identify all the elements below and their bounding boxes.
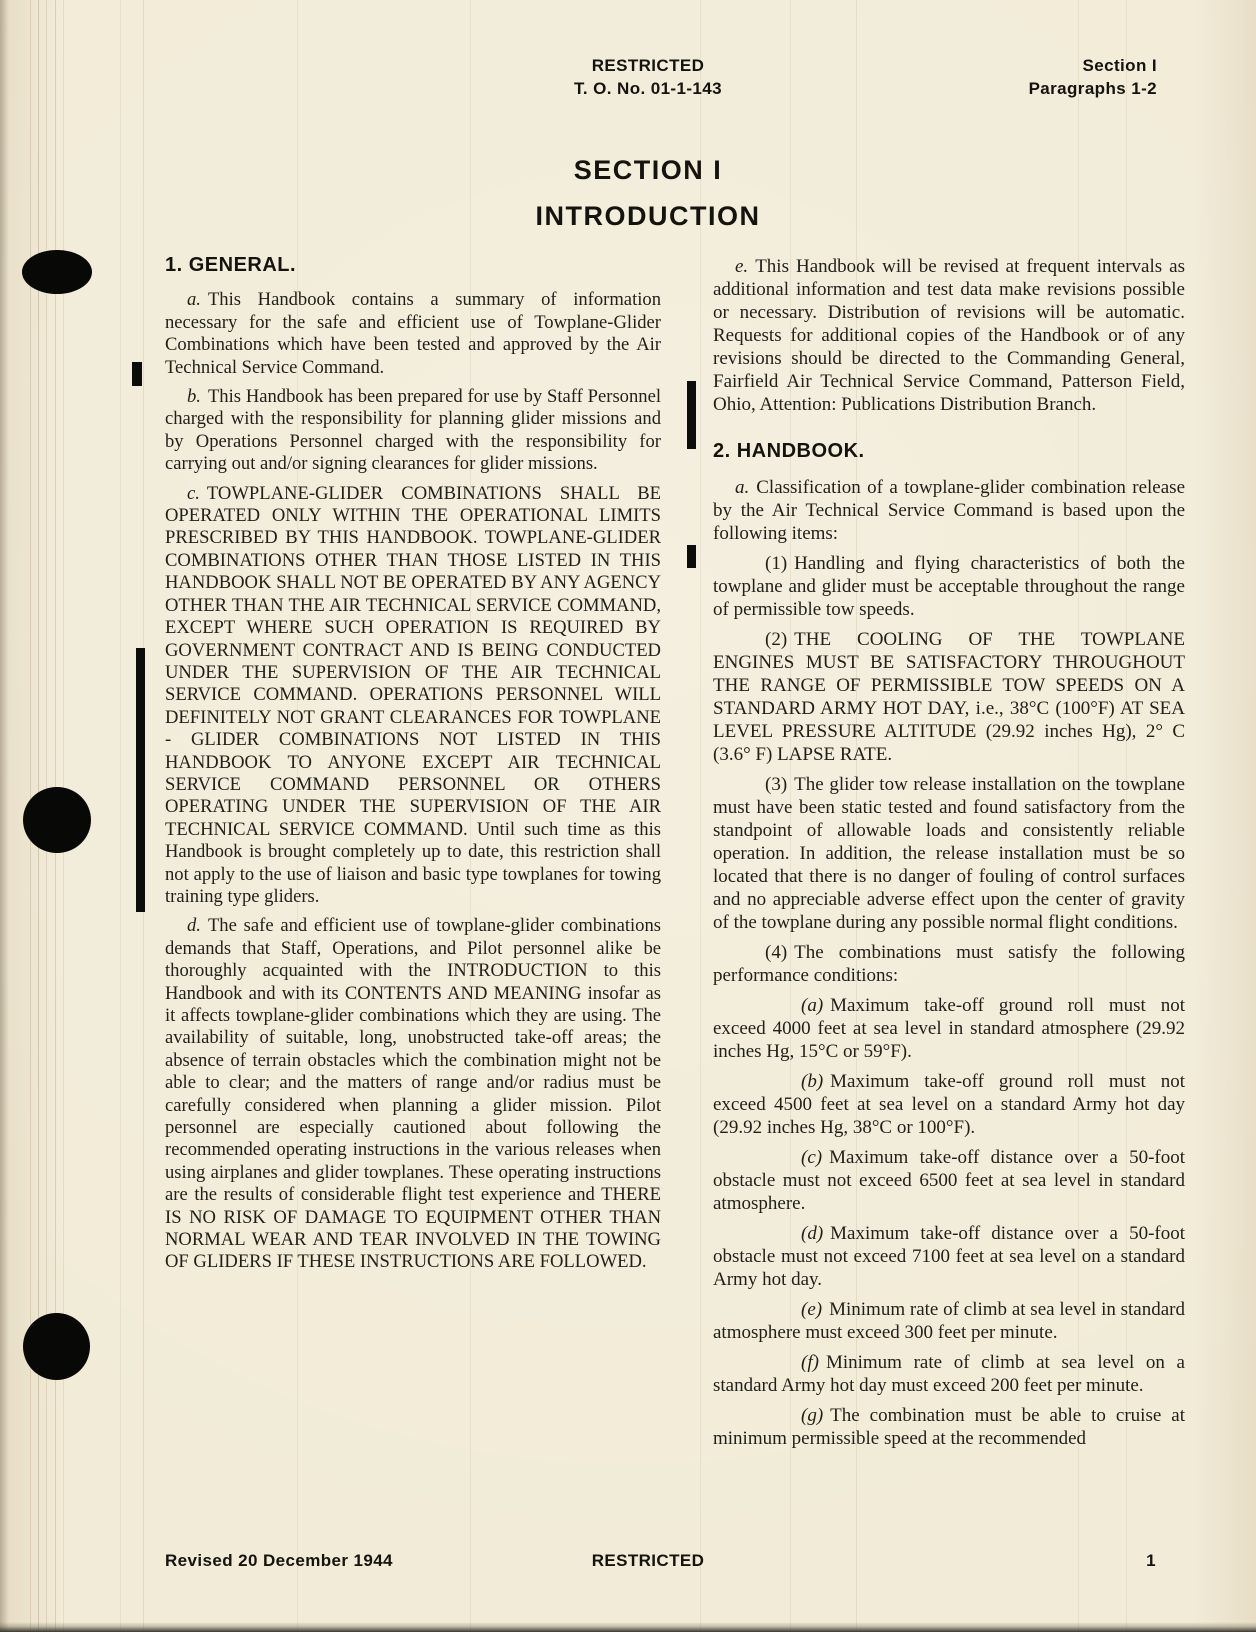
paragraph: e. This Handbook will be revised at frequent intervals as additional information and test data make revisions possible or necessary. Distribution of revisions will be automatic. Requests for additional copies of the Handbook or of any revisions should be directed to the Commanding General, Fairfield Air Technical Service Command, Patterson Field, Ohio, Attention: Publications Distribution Branch. (713, 256, 1185, 415)
section-subtitle: INTRODUCTION (535, 201, 761, 231)
paper-fiber-line (700, 0, 701, 1632)
revision-change-bar (132, 362, 142, 386)
paragraph-label: (d) (801, 1223, 824, 1244)
header-to-number: T. O. No. 01-1-143 (574, 79, 722, 98)
paragraph: (b) Maximum take-off ground roll must not exceed 4500 feet at sea level on a standard Army hot day (29.92 inches Hg, 38°C or 100°F). (713, 1071, 1185, 1138)
paragraph-label: a. (187, 289, 201, 311)
paragraph: b. This Handbook has been prepared for use by Staff Personnel charged with the responsibility for planning glider missions and by Operations Personnel charged with the responsibility for carrying out and/or signing clearances for glider missions. (165, 386, 661, 475)
paragraph: (1) Handling and flying characteristics of both the towplane and glider must be acceptable throughout the range of permissible tow speeds. (713, 553, 1185, 620)
header-section-ref: Section I (1082, 56, 1157, 75)
paragraph-label: (b) (801, 1071, 824, 1092)
paragraph: (f) Minimum rate of climb at sea level on a standard Army hot day must exceed 200 feet per minute. (713, 1352, 1185, 1396)
paragraph-heading: 1. GENERAL. (165, 254, 297, 276)
paragraph: (4) The combinations must satisfy the following performance conditions: (713, 942, 1185, 986)
paragraph: a. This Handbook contains a summary of information necessary for the safe and efficient use of Towplane-Glider Combinations which have been tested and approved by the Air Technical Service Command. (165, 289, 661, 378)
paragraph-heading: 2. HANDBOOK. (713, 440, 865, 462)
page-edge-shadow (0, 0, 9, 1632)
punch-hole (23, 1313, 90, 1380)
footer-page-number: 1 (1146, 1551, 1156, 1570)
section-title: SECTION I (573, 155, 723, 185)
page-bottom-edge-shadow (0, 1622, 1256, 1632)
header-paragraphs-ref: Paragraphs 1-2 (1028, 79, 1157, 98)
footer-restricted: RESTRICTED (591, 1551, 705, 1570)
paper-fiber-line (120, 0, 121, 1632)
paragraph: (a) Maximum take-off ground roll must not exceed 4000 feet at sea level in standard atmosphere (29.92 inches Hg, 15°C or 59°F). (713, 995, 1185, 1062)
punch-hole (22, 250, 92, 294)
column-left (165, 252, 661, 1544)
paragraph: (2) THE COOLING OF THE TOWPLANE ENGINES MUST BE SATISFACTORY THROUGHOUT THE RANGE OF PERMISSIBLE TOW SPEEDS ON A STANDARD ARMY HOT DAY, i.e., 38°C (100°F) AT SEA LEVEL PRESSURE ALTITUDE (29.92 inches Hg), 2° C (3.6° F) LAPSE RATE. (713, 629, 1185, 765)
section-title-block (38, 155, 1256, 232)
punch-hole (23, 787, 91, 853)
paragraph: (3) The glider tow release installation on the towplane must have been static tested and found satisfactory from the standpoint of allowable loads and consistently reliable operation. In addition, the release installation must be so located that there is no danger of fouling of control surfaces and no appreciable adverse effect upon the center of gravity of the towplane during any possible normal flight conditions. (713, 774, 1185, 933)
column-right (713, 255, 1185, 1547)
paragraph-label: (c) (801, 1147, 823, 1168)
paragraph-label: (4) (765, 942, 788, 963)
paragraph: d. The safe and efficient use of towplane-glider combinations demands that Staff, Operations, and Pilot personnel alike be thoroughly acquainted with the INTRODUCTION to this Handbook and with its CONTENTS AND MEANING insofar as it affects towplane-glider combinations which they are using. The availability of suitable, long, unobstructed take-off areas; the absence of terrain obstacles which the combination might not be able to clear; and the matters of range and/or radius must be carefully considered when planning a glider mission. Pilot personnel are especially cautioned about following the recommended operating instructions in the various releases when using airplanes and glider towplanes. These operating instructions are the results of considerable flight test experience and THERE IS NO RISK OF DAMAGE TO EQUIPMENT OTHER THAN NORMAL WEAR AND TEAR INVOLVED IN THE TOWING OF GLIDERS IF THESE INSTRUCTIONS ARE FOLLOWED. (165, 915, 661, 1273)
paragraph-label: (f) (801, 1352, 819, 1373)
paragraph: (d) Maximum take-off distance over a 50-foot obstacle must not exceed 7100 feet at sea level on a standard Army hot day. (713, 1223, 1185, 1290)
paragraph-label: d. (187, 915, 201, 937)
paragraph-label: (3) (765, 774, 788, 795)
paragraph: (c) Maximum take-off distance over a 50-foot obstacle must not exceed 6500 feet at sea level in standard atmosphere. (713, 1147, 1185, 1214)
paragraph-label: (g) (801, 1405, 824, 1426)
paragraph-label: e. (735, 256, 749, 277)
revision-change-bar (136, 648, 145, 912)
header-right (1029, 54, 1157, 100)
paragraph-label: (e) (801, 1299, 823, 1320)
paragraph: c. TOWPLANE-GLIDER COMBINATIONS SHALL BE OPERATED ONLY WITHIN THE OPERATIONAL LIMITS PRESCRIBED BY THIS HANDBOOK. TOWPLANE-GLIDER COMBINATIONS OTHER THAN THOSE LISTED IN THIS HANDBOOK SHALL NOT BE OPERATED BY ANY AGENCY OTHER THAN THE AIR TECHNICAL SERVICE COMMAND, EXCEPT WHERE SUCH OPERATION IS REQUIRED BY GOVERNMENT CONTRACT AND IS BEING CONDUCTED UNDER THE SUPERVISION OF THE AIR TECHNICAL SERVICE COMMAND. OPERATIONS PERSONNEL WILL DEFINITELY NOT GRANT CLEARANCES FOR TOWPLANE - GLIDER COMBINATIONS NOT LISTED IN THIS HANDBOOK TO ANYONE EXCEPT AIR TECHNICAL SERVICE COMMAND PERSONNEL OR OTHERS OPERATING UNDER THE SUPERVISION OF THE AIR TECHNICAL SERVICE COMMAND. Until such time as this Handbook is brought completely up to date, this restriction shall not apply to the use of liaison and basic type towplanes for towing training type gliders. (165, 482, 661, 907)
paragraph-label: b. (187, 386, 201, 408)
paragraph: (g) The combination must be able to cruise at minimum permissible speed at the recommended (713, 1405, 1185, 1449)
footer-revised-date: Revised 20 December 1944 (165, 1551, 393, 1570)
paragraph-label: (a) (801, 995, 824, 1016)
header-restricted: RESTRICTED (591, 56, 705, 75)
paragraph-label: c. (187, 482, 200, 504)
paragraph-label: (1) (765, 553, 788, 574)
paragraph-label: a. (735, 477, 750, 498)
revision-change-bar (687, 545, 696, 568)
paragraph-label: (2) (765, 629, 788, 650)
revision-change-bar (687, 381, 696, 449)
paragraph: (e) Minimum rate of climb at sea level in standard atmosphere must exceed 300 feet per minute. (713, 1299, 1185, 1343)
paragraph: a. Classification of a towplane-glider combination release by the Air Technical Service Command is based upon the following items: (713, 477, 1185, 544)
